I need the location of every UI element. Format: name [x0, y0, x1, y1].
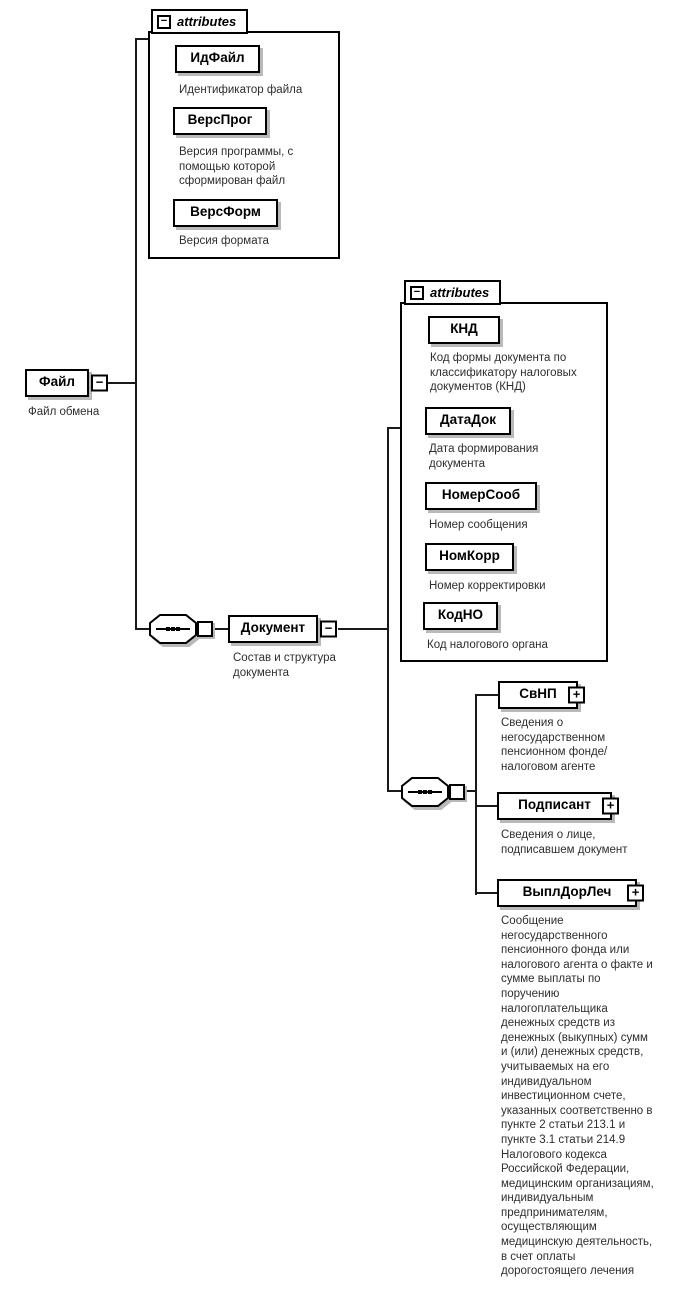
sequence-icon[interactable] [401, 777, 449, 807]
collapse-icon[interactable]: − [91, 375, 108, 392]
element-podpisant-annotation: Сведения о лице, подписавшем документ [501, 829, 628, 856]
element-svnp-label: СвНП [519, 686, 557, 701]
document-attributes-tab [404, 280, 501, 305]
collapse-icon[interactable]: − [157, 15, 171, 29]
connector [135, 628, 150, 630]
attribute-versprog[interactable] [173, 107, 267, 135]
attribute-versform-label: ВерсФорм [190, 204, 261, 219]
connector [387, 790, 402, 792]
attribute-kodno[interactable] [423, 602, 498, 630]
element-vypldorlech-label: ВыплДорЛеч [522, 884, 612, 899]
connector [212, 628, 228, 630]
sequence-icon[interactable] [149, 614, 197, 644]
connector [475, 694, 498, 696]
connector [338, 628, 389, 630]
attribute-datadok[interactable] [425, 407, 511, 435]
element-dokument[interactable] [228, 615, 333, 643]
attribute-nomkorr[interactable] [425, 543, 514, 571]
attribute-versprog-annotation: Версия программы, с помощью которой сформирован файл [179, 146, 294, 188]
attribute-nomersoob-label: НомерСооб [441, 487, 521, 502]
expand-icon[interactable]: + [568, 687, 585, 704]
attribute-kodno-label: КодНО [437, 607, 484, 622]
collapse-icon[interactable]: − [410, 286, 424, 300]
element-fajl-annotation: Файл обмена [28, 406, 100, 418]
attribute-knd-annotation: Код формы документа по классификатору налоговых документов (КНД) [430, 352, 577, 394]
element-vypldorlech[interactable] [497, 879, 640, 907]
connector [387, 427, 389, 792]
sequence-handle [197, 621, 213, 637]
attribute-nomersoob[interactable] [425, 482, 537, 510]
attribute-knd[interactable] [428, 316, 500, 344]
element-dokument-annotation: Состав и структура документа [233, 652, 336, 679]
attribute-nomkorr-annotation: Номер корректировки [429, 580, 546, 592]
element-podpisant-label: Подписант [518, 797, 591, 812]
attribute-versform-annotation: Версия формата [179, 235, 269, 247]
element-fajl-label: Файл [39, 374, 75, 389]
element-svnp-annotation: Сведения о негосударственном пенсионном фонде/налоговом агенте [501, 717, 608, 773]
element-vypldorlech-annotation: Сообщение негосударственного пенсионного фонда или налогового агента о факте и сумме выплаты по поручению налогоплательщика денежных средств из денежных (выкупных) сумм и (или) денежных средств, учитываемых на его индивидуальном инвестиционном счете, указанных соответственно в пункте 2 статьи 213.1 и пункте 3.1 статьи 214.9 Налогового кодекса Российской Федерации, медицинским организациям, индивидуальным предпринимателям, осуществляющим медицинскую деятельность, в счет оплаты дорогостоящего лечения [501, 915, 654, 1278]
expand-icon[interactable]: + [627, 885, 644, 902]
file-attributes-tab [151, 9, 248, 34]
element-dokument-label: Документ [240, 620, 306, 635]
attribute-kodno-annotation: Код налогового органа [427, 639, 548, 651]
attribute-datadok-label: ДатаДок [439, 412, 497, 427]
attribute-knd-label: КНД [450, 321, 478, 336]
attribute-idfajl-label: ИдФайл [190, 50, 245, 65]
element-podpisant[interactable] [497, 792, 615, 820]
attribute-nomkorr-label: НомКорр [439, 548, 500, 563]
connector [475, 805, 498, 807]
element-svnp[interactable] [498, 681, 581, 709]
attribute-idfajl-annotation: Идентификатор файла [179, 84, 303, 96]
connector [135, 38, 137, 630]
attribute-datadok-annotation: Дата формирования документа [429, 443, 539, 470]
attribute-nomersoob-annotation: Номер сообщения [429, 519, 528, 531]
connector [475, 892, 498, 894]
document-attributes-tab-label: attributes [430, 285, 490, 300]
expand-icon[interactable]: + [602, 798, 619, 815]
attribute-versform[interactable] [173, 199, 278, 227]
connector [387, 427, 400, 429]
collapse-icon[interactable]: − [320, 621, 337, 638]
attribute-idfajl[interactable] [175, 45, 260, 73]
file-attributes-tab-label: attributes [177, 14, 237, 29]
sequence-handle [449, 784, 465, 800]
attribute-versprog-label: ВерсПрог [187, 112, 253, 127]
element-fajl[interactable] [25, 369, 104, 397]
connector [475, 694, 477, 895]
connector [105, 382, 137, 384]
